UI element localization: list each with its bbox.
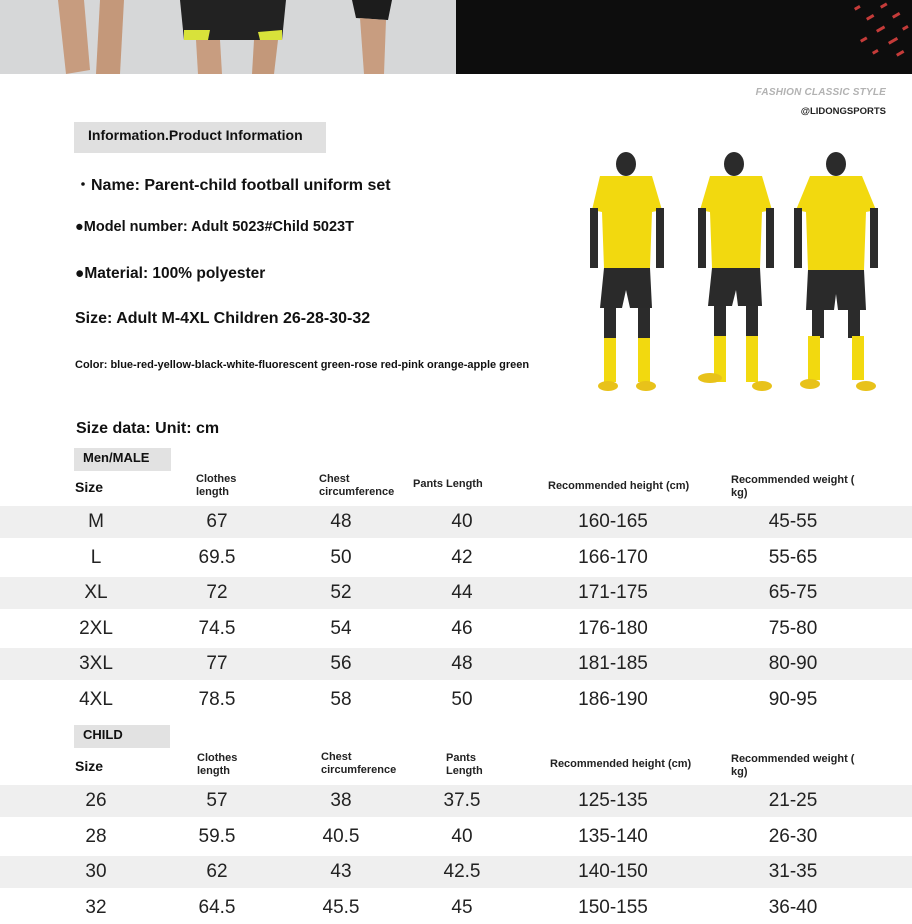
pants-length-cell: 48 <box>451 653 473 674</box>
size-cell: 30 <box>85 861 107 882</box>
table-row <box>0 785 912 817</box>
weight-cell: 21-25 <box>768 790 818 811</box>
color-options: Color: blue-red-yellow-black-white-fluorescent green-rose red-pink orange-apple green <box>75 359 530 371</box>
size-cell: M <box>88 511 104 532</box>
child-header-clothes-length: Clothes length <box>197 752 238 777</box>
men-header-clothes-length: Clothes length <box>196 473 237 498</box>
mannequin-back <box>794 152 878 391</box>
weight-cell: 45-55 <box>768 511 818 532</box>
brand-handle: @LIDONGSPORTS <box>800 106 886 117</box>
table-row <box>0 821 912 853</box>
size-range: Size: Adult M-4XL Children 26-28-30-32 <box>75 310 371 327</box>
weight-cell: 90-95 <box>768 688 818 710</box>
clothes-length-cell: 74.5 <box>198 617 236 639</box>
chest-cell: 54 <box>330 617 352 639</box>
size-cell: 28 <box>85 825 107 847</box>
child-header-height: Recommended height (cm) <box>550 758 692 770</box>
legs-photo <box>0 0 456 74</box>
men-header-height: Recommended height (cm) <box>548 480 690 492</box>
brand-tagline: FASHION CLASSIC STYLE <box>755 87 886 98</box>
size-cell: XL <box>84 582 108 603</box>
pants-length-cell: 44 <box>451 582 473 603</box>
size-cell: 2XL <box>79 617 113 639</box>
pants-length-cell: 40 <box>451 511 473 532</box>
pants-length-cell: 45 <box>451 896 473 918</box>
child-header-pants-length: Pants Length <box>446 752 483 777</box>
size-cell: L <box>90 546 102 568</box>
product-info-heading: Information.Product Information <box>74 122 326 153</box>
clothes-length-cell: 69.5 <box>198 546 236 568</box>
uniform-mannequins-image <box>586 150 898 400</box>
weight-cell: 80-90 <box>768 653 818 674</box>
table-row <box>0 506 912 538</box>
mannequin-front <box>590 152 664 391</box>
clothes-length-cell: 77 <box>206 653 228 674</box>
height-cell: 140-150 <box>578 861 648 882</box>
size-cell: 26 <box>85 790 107 811</box>
weight-cell: 26-30 <box>768 825 818 847</box>
clothes-length-cell: 57 <box>206 790 228 811</box>
size-cell: 4XL <box>79 688 113 710</box>
height-cell: 171-175 <box>578 582 648 603</box>
chest-cell: 48 <box>330 511 352 532</box>
chest-cell: 43 <box>330 861 352 882</box>
clothes-length-cell: 59.5 <box>198 825 236 847</box>
table-row <box>0 613 912 645</box>
clothes-length-cell: 64.5 <box>198 896 236 918</box>
table-row <box>0 684 912 716</box>
weight-cell: 36-40 <box>768 896 818 918</box>
chest-cell: 50 <box>330 546 352 568</box>
pants-length-cell: 46 <box>451 617 473 639</box>
child-header-weight: Recommended weight ( kg) <box>731 753 855 778</box>
height-cell: 166-170 <box>578 546 648 568</box>
size-cell: 3XL <box>79 653 113 674</box>
chest-cell: 56 <box>330 653 352 674</box>
size-cell: 32 <box>85 896 107 918</box>
model-number: ●Model number: Adult 5023#Child 5023T <box>75 219 354 235</box>
height-cell: 181-185 <box>578 653 648 674</box>
table-row <box>0 892 912 924</box>
pants-length-cell: 40 <box>451 825 473 847</box>
height-cell: 160-165 <box>578 511 648 532</box>
chest-cell: 58 <box>330 688 352 710</box>
size-data-label: Size data: Unit: cm <box>76 420 220 437</box>
child-header-size: Size <box>75 758 104 774</box>
product-name: ・Name: Parent-child football uniform set <box>75 177 391 194</box>
chest-cell: 45.5 <box>322 896 360 918</box>
men-table-tag: Men/MALE <box>74 448 171 471</box>
men-header-chest: Chest circumference <box>319 473 395 498</box>
material: ●Material: 100% polyester <box>75 265 266 282</box>
table-row <box>0 856 912 888</box>
height-cell: 135-140 <box>578 825 648 847</box>
clothes-length-cell: 67 <box>206 511 228 532</box>
weight-cell: 55-65 <box>768 546 818 568</box>
table-row <box>0 577 912 609</box>
pants-length-cell: 42 <box>451 546 473 568</box>
chest-cell: 38 <box>330 790 352 811</box>
table-row <box>0 648 912 680</box>
height-cell: 150-155 <box>578 896 648 918</box>
clothes-length-cell: 78.5 <box>198 688 236 710</box>
height-cell: 186-190 <box>578 688 648 710</box>
pants-length-cell: 42.5 <box>443 861 481 882</box>
pants-length-cell: 37.5 <box>443 790 481 811</box>
fabric-closeup-photo <box>456 0 912 74</box>
men-header-pants-length: Pants Length <box>413 478 483 490</box>
mannequin-side <box>698 152 774 391</box>
men-header-size: Size <box>75 479 104 495</box>
chest-cell: 40.5 <box>322 825 360 847</box>
table-row <box>0 542 912 574</box>
height-cell: 125-135 <box>578 790 648 811</box>
clothes-length-cell: 62 <box>206 861 228 882</box>
weight-cell: 75-80 <box>768 617 818 639</box>
weight-cell: 31-35 <box>768 861 818 882</box>
height-cell: 176-180 <box>578 617 648 639</box>
chest-cell: 52 <box>330 582 352 603</box>
clothes-length-cell: 72 <box>206 582 228 603</box>
men-header-weight: Recommended weight ( kg) <box>731 474 855 499</box>
child-table-tag: CHILD <box>74 725 170 748</box>
pants-length-cell: 50 <box>451 688 473 710</box>
weight-cell: 65-75 <box>768 582 818 603</box>
child-header-chest: Chest circumference <box>321 751 397 776</box>
